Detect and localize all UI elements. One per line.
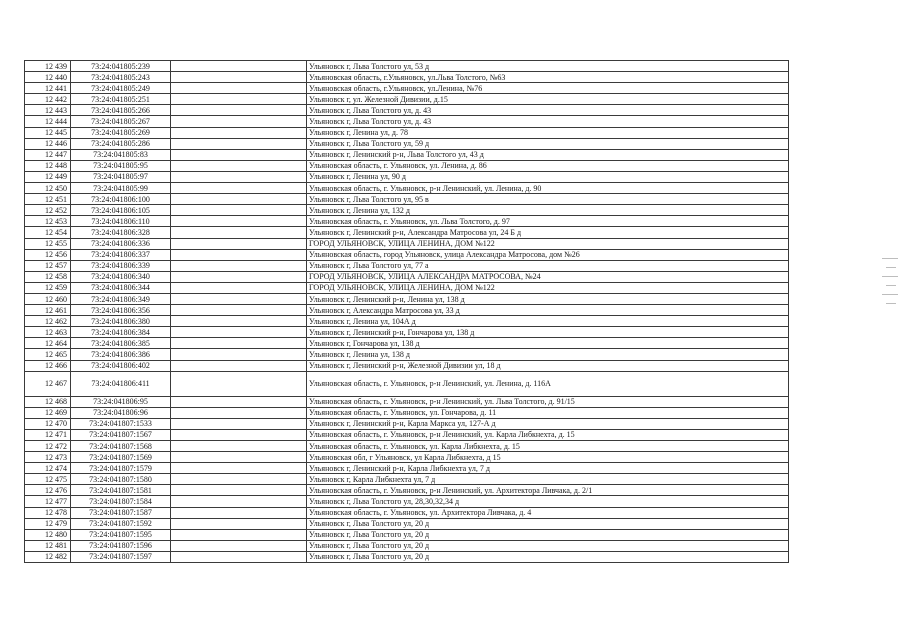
address-cell: Ульяновская область, г. Ульяновск, ул. Гончарова, д. 11	[307, 407, 789, 418]
cadastral-number-cell: 73:24:041805:97	[71, 171, 171, 182]
address-cell: Ульяновск г, Ленина ул, 90 д	[307, 171, 789, 182]
empty-cell	[171, 194, 307, 205]
table-row	[25, 518, 789, 529]
cadastral-number-cell: 73:24:041806:110	[71, 216, 171, 227]
row-number-cell: 12 459	[25, 282, 71, 293]
empty-cell	[171, 474, 307, 485]
table-row	[25, 216, 789, 227]
table-row	[25, 94, 789, 105]
cadastral-number-cell: 73:24:041805:266	[71, 105, 171, 116]
registry-table	[24, 60, 789, 563]
row-number-cell: 12 442	[25, 94, 71, 105]
row-number-cell: 12 480	[25, 529, 71, 540]
address-cell: Ульяновск г, Льва Толстого ул, 95 в	[307, 194, 789, 205]
table-row	[25, 72, 789, 83]
cadastral-number-cell: 73:24:041806:356	[71, 305, 171, 316]
empty-cell	[171, 463, 307, 474]
table-row	[25, 116, 789, 127]
empty-cell	[171, 149, 307, 160]
table-row	[25, 441, 789, 452]
row-number-cell: 12 452	[25, 205, 71, 216]
table-row	[25, 452, 789, 463]
empty-cell	[171, 127, 307, 138]
row-number-cell: 12 478	[25, 507, 71, 518]
address-cell: Ульяновск г, Ленинский р-н, Карла Маркса ул, 127-А д	[307, 418, 789, 429]
row-number-cell: 12 479	[25, 518, 71, 529]
address-cell: Ульяновск г, Ленинский р-н, Гончарова ул, 138 д	[307, 327, 789, 338]
cadastral-number-cell: 73:24:041806:337	[71, 249, 171, 260]
address-cell: Ульяновская область, г. Ульяновск, ул. Ленина, д. 86	[307, 160, 789, 171]
cadastral-number-cell: 73:24:041806:340	[71, 271, 171, 282]
cadastral-number-cell: 73:24:041807:1568	[71, 441, 171, 452]
address-cell: Ульяновск г, Ленина ул, 138 д	[307, 349, 789, 360]
address-cell: Ульяновская область, г. Ульяновск, р-н Ленинский, ул. Ленина, д. 90	[307, 183, 789, 194]
row-number-cell: 12 461	[25, 305, 71, 316]
address-cell: Ульяновск г, Ленинский р-н, Ленина ул, 138 д	[307, 293, 789, 304]
row-number-cell: 12 475	[25, 474, 71, 485]
cadastral-number-cell: 73:24:041807:1533	[71, 418, 171, 429]
table-row	[25, 418, 789, 429]
empty-cell	[171, 441, 307, 452]
row-number-cell: 12 462	[25, 316, 71, 327]
row-number-cell: 12 463	[25, 327, 71, 338]
cadastral-number-cell: 73:24:041806:339	[71, 260, 171, 271]
cadastral-number-cell: 73:24:041805:83	[71, 149, 171, 160]
empty-cell	[171, 238, 307, 249]
cadastral-number-cell: 73:24:041805:95	[71, 160, 171, 171]
table-row	[25, 474, 789, 485]
address-cell: Ульяновск г, Ленина ул, 132 д	[307, 205, 789, 216]
address-cell: Ульяновская область, город Ульяновск, улица Александра Матросова, дом №26	[307, 249, 789, 260]
empty-cell	[171, 116, 307, 127]
empty-cell	[171, 61, 307, 72]
address-cell: Ульяновская область, г.Ульяновск, ул.Ленина, №76	[307, 83, 789, 94]
cadastral-number-cell: 73:24:041806:336	[71, 238, 171, 249]
table-row	[25, 194, 789, 205]
row-number-cell: 12 439	[25, 61, 71, 72]
table-row	[25, 429, 789, 440]
table-row	[25, 260, 789, 271]
row-number-cell: 12 476	[25, 485, 71, 496]
table-row	[25, 407, 789, 418]
address-cell: Ульяновск г, Ленинский р-н, Карла Либкнехта ул, 7 д	[307, 463, 789, 474]
empty-cell	[171, 418, 307, 429]
table-row	[25, 305, 789, 316]
empty-cell	[171, 316, 307, 327]
table-row	[25, 540, 789, 551]
row-number-cell: 12 444	[25, 116, 71, 127]
table-row	[25, 105, 789, 116]
cadastral-number-cell: 73:24:041806:386	[71, 349, 171, 360]
table-row	[25, 360, 789, 371]
empty-cell	[171, 551, 307, 562]
address-cell: Ульяновск г, Льва Толстого ул, 28,30,32,34 д	[307, 496, 789, 507]
empty-cell	[171, 205, 307, 216]
table-row	[25, 551, 789, 562]
table-row	[25, 529, 789, 540]
row-number-cell: 12 470	[25, 418, 71, 429]
table-row	[25, 127, 789, 138]
cadastral-number-cell: 73:24:041805:286	[71, 138, 171, 149]
empty-cell	[171, 485, 307, 496]
address-cell: ГОРОД УЛЬЯНОВСК, УЛИЦА ЛЕНИНА, ДОМ №122	[307, 282, 789, 293]
cadastral-number-cell: 73:24:041806:100	[71, 194, 171, 205]
address-cell: Ульяновск г, Льва Толстого ул, д. 43	[307, 105, 789, 116]
table-row	[25, 205, 789, 216]
address-cell: Ульяновск г, Льва Толстого ул, 59 д	[307, 138, 789, 149]
table-row	[25, 171, 789, 182]
empty-cell	[171, 227, 307, 238]
row-number-cell: 12 473	[25, 452, 71, 463]
row-number-cell: 12 445	[25, 127, 71, 138]
row-number-cell: 12 471	[25, 429, 71, 440]
empty-cell	[171, 349, 307, 360]
cadastral-number-cell: 73:24:041806:328	[71, 227, 171, 238]
cadastral-number-cell: 73:24:041807:1584	[71, 496, 171, 507]
empty-cell	[171, 293, 307, 304]
cadastral-number-cell: 73:24:041806:384	[71, 327, 171, 338]
cadastral-number-cell: 73:24:041805:267	[71, 116, 171, 127]
table-row	[25, 293, 789, 304]
empty-cell	[171, 396, 307, 407]
row-number-cell: 12 468	[25, 396, 71, 407]
row-number-cell: 12 456	[25, 249, 71, 260]
cadastral-number-cell: 73:24:041806:344	[71, 282, 171, 293]
row-number-cell: 12 454	[25, 227, 71, 238]
cadastral-number-cell: 73:24:041806:105	[71, 205, 171, 216]
cadastral-number-cell: 73:24:041805:239	[71, 61, 171, 72]
address-cell: Ульяновская область, г. Ульяновск, р-н Ленинский, ул. Архитектора Ливчака, д. 2/1	[307, 485, 789, 496]
address-cell: Ульяновск г, Льва Толстого ул, 20 д	[307, 540, 789, 551]
address-cell: Ульяновск г, Льва Толстого ул, д. 43	[307, 116, 789, 127]
row-number-cell: 12 481	[25, 540, 71, 551]
address-cell: Ульяновск г, Льва Толстого ул, 20 д	[307, 551, 789, 562]
address-cell: Ульяновск г, Ленинский р-н, Железной Дивизии ул, 18 д	[307, 360, 789, 371]
empty-cell	[171, 216, 307, 227]
cadastral-number-cell: 73:24:041806:349	[71, 293, 171, 304]
row-number-cell: 12 455	[25, 238, 71, 249]
row-number-cell: 12 469	[25, 407, 71, 418]
address-cell: Ульяновская область, г. Ульяновск, р-н Ленинский, ул. Ленина, д. 116А	[307, 371, 789, 396]
cadastral-number-cell: 73:24:041807:1592	[71, 518, 171, 529]
row-number-cell: 12 474	[25, 463, 71, 474]
empty-cell	[171, 452, 307, 463]
empty-cell	[171, 540, 307, 551]
empty-cell	[171, 282, 307, 293]
row-number-cell: 12 465	[25, 349, 71, 360]
cadastral-number-cell: 73:24:041806:95	[71, 396, 171, 407]
table-row	[25, 371, 789, 396]
address-cell: Ульяновская область, г. Ульяновск, ул. Карла Либкнехта, д. 15	[307, 441, 789, 452]
table-row	[25, 249, 789, 260]
empty-cell	[171, 183, 307, 194]
row-number-cell: 12 446	[25, 138, 71, 149]
row-number-cell: 12 460	[25, 293, 71, 304]
row-number-cell: 12 440	[25, 72, 71, 83]
table-row	[25, 396, 789, 407]
cadastral-number-cell: 73:24:041806:385	[71, 338, 171, 349]
table-row	[25, 227, 789, 238]
empty-cell	[171, 260, 307, 271]
empty-cell	[171, 338, 307, 349]
row-number-cell: 12 467	[25, 371, 71, 396]
cadastral-number-cell: 73:24:041806:411	[71, 371, 171, 396]
cadastral-number-cell: 73:24:041806:402	[71, 360, 171, 371]
table-row	[25, 507, 789, 518]
address-cell: Ульяновская область, г. Ульяновск, ул. Архитектора Ливчака, д. 4	[307, 507, 789, 518]
row-number-cell: 12 453	[25, 216, 71, 227]
cadastral-number-cell: 73:24:041807:1569	[71, 452, 171, 463]
registry-table-body	[25, 61, 789, 563]
table-row	[25, 463, 789, 474]
cadastral-number-cell: 73:24:041805:243	[71, 72, 171, 83]
empty-cell	[171, 94, 307, 105]
cadastral-number-cell: 73:24:041807:1581	[71, 485, 171, 496]
empty-cell	[171, 507, 307, 518]
row-number-cell: 12 447	[25, 149, 71, 160]
address-cell: Ульяновск г, Ленина ул, д. 78	[307, 127, 789, 138]
empty-cell	[171, 327, 307, 338]
table-row	[25, 316, 789, 327]
cadastral-number-cell: 73:24:041805:99	[71, 183, 171, 194]
address-cell: ГОРОД УЛЬЯНОВСК, УЛИЦА АЛЕКСАНДРА МАТРОСОВА, №24	[307, 271, 789, 282]
empty-cell	[171, 360, 307, 371]
address-cell: ГОРОД УЛЬЯНОВСК, УЛИЦА ЛЕНИНА, ДОМ №122	[307, 238, 789, 249]
address-cell: Ульяновск г, Александра Матросова ул, 33 д	[307, 305, 789, 316]
row-number-cell: 12 458	[25, 271, 71, 282]
row-number-cell: 12 451	[25, 194, 71, 205]
empty-cell	[171, 429, 307, 440]
cadastral-number-cell: 73:24:041805:251	[71, 94, 171, 105]
address-cell: Ульяновская область, г.Ульяновск, ул.Льва Толстого, №63	[307, 72, 789, 83]
address-cell: Ульяновск г, Льва Толстого ул, 53 д	[307, 61, 789, 72]
address-cell: Ульяновская обл, г Ульяновск, ул Карла Либкнехта, д 15	[307, 452, 789, 463]
row-number-cell: 12 457	[25, 260, 71, 271]
table-row	[25, 349, 789, 360]
cadastral-number-cell: 73:24:041807:1597	[71, 551, 171, 562]
empty-cell	[171, 305, 307, 316]
margin-scan-marks	[882, 250, 898, 312]
row-number-cell: 12 464	[25, 338, 71, 349]
cadastral-number-cell: 73:24:041807:1579	[71, 463, 171, 474]
row-number-cell: 12 448	[25, 160, 71, 171]
row-number-cell: 12 477	[25, 496, 71, 507]
empty-cell	[171, 407, 307, 418]
row-number-cell: 12 450	[25, 183, 71, 194]
address-cell: Ульяновск г, Льва Толстого ул, 77 а	[307, 260, 789, 271]
empty-cell	[171, 496, 307, 507]
table-row	[25, 138, 789, 149]
table-row	[25, 271, 789, 282]
cadastral-number-cell: 73:24:041807:1580	[71, 474, 171, 485]
table-row	[25, 282, 789, 293]
table-row	[25, 485, 789, 496]
row-number-cell: 12 482	[25, 551, 71, 562]
cadastral-number-cell: 73:24:041805:269	[71, 127, 171, 138]
table-row	[25, 327, 789, 338]
cadastral-number-cell: 73:24:041806:380	[71, 316, 171, 327]
empty-cell	[171, 138, 307, 149]
cadastral-number-cell: 73:24:041807:1596	[71, 540, 171, 551]
table-row	[25, 238, 789, 249]
table-row	[25, 83, 789, 94]
empty-cell	[171, 529, 307, 540]
row-number-cell: 12 443	[25, 105, 71, 116]
cadastral-number-cell: 73:24:041806:96	[71, 407, 171, 418]
address-cell: Ульяновск г, Ленинский р-н, Александра Матросова ул, 24 Б д	[307, 227, 789, 238]
address-cell: Ульяновск г, Ленина ул, 104А д	[307, 316, 789, 327]
empty-cell	[171, 518, 307, 529]
table-row	[25, 160, 789, 171]
row-number-cell: 12 441	[25, 83, 71, 94]
table-row	[25, 496, 789, 507]
address-cell: Ульяновск г, Гончарова ул, 138 д	[307, 338, 789, 349]
empty-cell	[171, 171, 307, 182]
empty-cell	[171, 271, 307, 282]
empty-cell	[171, 249, 307, 260]
address-cell: Ульяновск г, Ленинский р-н, Льва Толстого ул, 43 д	[307, 149, 789, 160]
address-cell: Ульяновская область, г. Ульяновск, р-н Ленинский, ул. Льва Толстого, д. 91/15	[307, 396, 789, 407]
table-row	[25, 183, 789, 194]
table-row	[25, 338, 789, 349]
address-cell: Ульяновск г, ул. Железной Дивизии, д.15	[307, 94, 789, 105]
empty-cell	[171, 72, 307, 83]
empty-cell	[171, 160, 307, 171]
row-number-cell: 12 466	[25, 360, 71, 371]
cadastral-number-cell: 73:24:041807:1587	[71, 507, 171, 518]
address-cell: Ульяновск г, Льва Толстого ул, 20 д	[307, 518, 789, 529]
row-number-cell: 12 449	[25, 171, 71, 182]
row-number-cell: 12 472	[25, 441, 71, 452]
address-cell: Ульяновск г, Льва Толстого ул, 20 д	[307, 529, 789, 540]
empty-cell	[171, 371, 307, 396]
cadastral-number-cell: 73:24:041807:1595	[71, 529, 171, 540]
empty-cell	[171, 83, 307, 94]
table-row	[25, 149, 789, 160]
cadastral-number-cell: 73:24:041807:1567	[71, 429, 171, 440]
table-row	[25, 61, 789, 72]
empty-cell	[171, 105, 307, 116]
cadastral-number-cell: 73:24:041805:249	[71, 83, 171, 94]
address-cell: Ульяновская область, г. Ульяновск, ул. Льва Толстого, д. 97	[307, 216, 789, 227]
address-cell: Ульяновская область, г. Ульяновск, р-н Ленинский, ул. Карла Либкнехта, д. 15	[307, 429, 789, 440]
address-cell: Ульяновск г, Карла Либкнехта ул, 7 д	[307, 474, 789, 485]
